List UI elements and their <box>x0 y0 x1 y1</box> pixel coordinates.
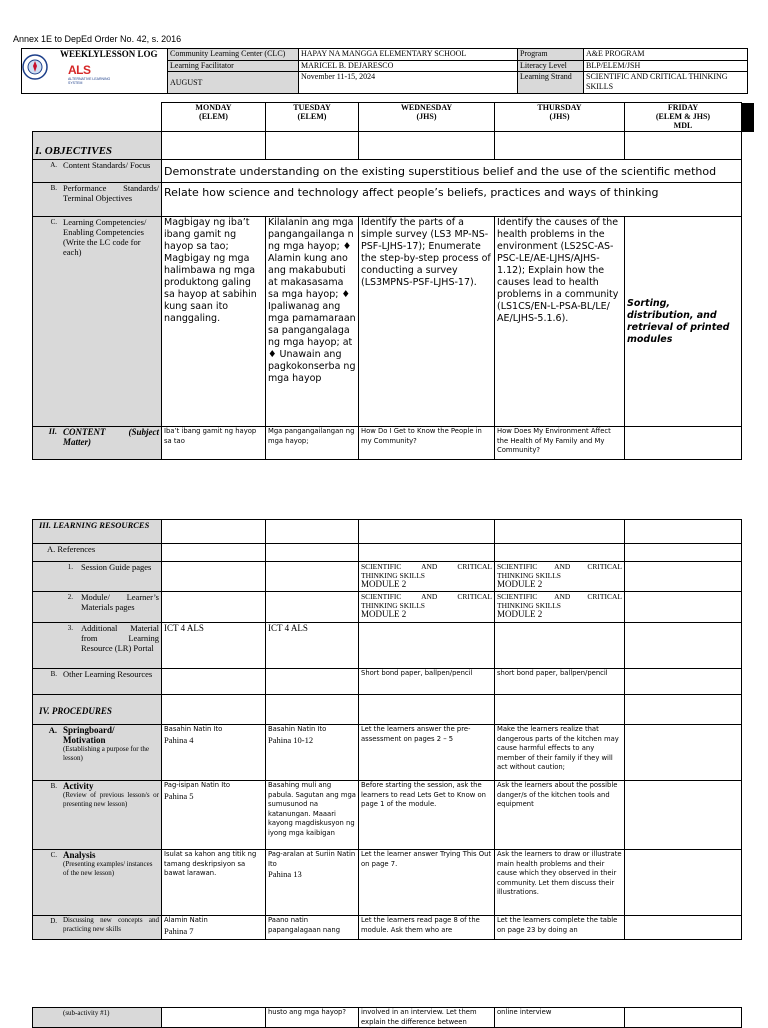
springboard-monday: Basahin Natin Ito Pahina 4 <box>162 725 266 781</box>
content-tuesday: Mga pangangailangan ng mga hayop; <box>266 427 359 460</box>
day-monday: MONDAY (ELEM) <box>162 103 266 132</box>
deped-seal-icon <box>22 54 48 80</box>
springboard-label: Springboard/ Motivation <box>63 725 115 745</box>
sub-activity-label: (sub-activity #1) <box>33 1008 162 1028</box>
content-standards-label: Content Standards/ Focus <box>63 160 151 170</box>
sub-activity-wednesday: involved in an interview. Let them explain the difference between <box>359 1008 495 1028</box>
analysis-label: Analysis <box>63 850 96 860</box>
module-pages-wednesday: SCIENTIFIC AND CRITICAL THINKING SKILLS MODULE 2 <box>359 592 495 623</box>
procedures-heading: IV. PROCEDURES <box>39 705 112 716</box>
activity-tuesday: Basahing muli ang pabula. Sagutan ang mga sumusunod na katanungan. Maaari kayong magdiskusyon ng iyong mga kaibigan <box>266 781 359 850</box>
facilitator-label: Learning Facilitator <box>168 60 299 72</box>
objectives-heading: I. OBJECTIVES <box>35 145 113 157</box>
competencies-label: Learning Competencies/ Enabling Competencies (Write the LC code for each) <box>63 217 147 257</box>
log-title: WEEKLYLESSON LOG <box>60 49 158 59</box>
performance-standards-label: Performance Standards/ Terminal Objectives <box>63 183 159 203</box>
lesson-log-table-page3 <box>32 1007 768 1028</box>
activity-wednesday: Before starting the session, ask the learners to read Lets Get to Know on page 1 of the module. <box>359 781 495 850</box>
references-label: A. References <box>33 544 162 562</box>
annex-reference: Annex 1E to DepEd Order No. 42, s. 2016 <box>13 34 182 44</box>
competency-wednesday: Identify the parts of a simple survey (LS3 MP-NS-PSF-LJHS-17); Enumerate the step-by-step process of conducting a survey (LS3MPNS-PSF-LJHS-17). <box>359 217 495 427</box>
other-resources-label: Other Learning Resources <box>63 669 153 679</box>
lr-portal-tuesday: ICT 4 ALS <box>266 623 359 669</box>
discussing-label: Discussing new concepts and practicing new skills <box>63 916 159 933</box>
sub-activity-thursday: online interview <box>495 1008 625 1028</box>
day-tuesday: TUESDAY (ELEM) <box>266 103 359 132</box>
day-thursday: THURSDAY (JHS) <box>495 103 625 132</box>
black-marker <box>742 103 754 132</box>
header-table <box>21 48 748 94</box>
discussing-wednesday: Let the learners read page 8 of the module. Ask them who are <box>359 916 495 940</box>
activity-thursday: Ask the learners about the possible danger/s of the kitchen tools and equipment <box>495 781 625 850</box>
content-thursday: How Does My Environment Affect the Health of My Family and My Community? <box>495 427 625 460</box>
literacy-level-label: Literacy Level <box>518 60 584 72</box>
springboard-wednesday: Let the learners answer the pre-assessment on pages 2 – 5 <box>359 725 495 781</box>
resources-heading: III. LEARNING RESOURCES <box>39 520 150 530</box>
facilitator-value: MARICEL B. DEJARESCO <box>299 60 518 72</box>
analysis-monday: Isulat sa kahon ang titik ng tamang deskripsiyon sa bawat larawan. <box>162 850 266 916</box>
competency-thursday: Identify the causes of the health problems in the environment (LS2SC-AS-PSC-LE/AE-LJHS/AJHS-1.12); Explain how the causes lead to health problems in a community (LS1CS/EN-L-PSA-BL/LE/ AE/LJHS-5.1.6). <box>495 217 625 427</box>
competency-tuesday: Kilalanin ang mga pangangailanga n ng mga hayop; ♦ Alamin kung ano ang makabubuti at makasasama sa mga hayop; ♦ Ipaliwanag ang mga pamamaraan sa pangangalaga ng mga hayop; at ♦ Unawain ang pagkokonserba ng mga hayop <box>266 217 359 427</box>
activity-monday: Pag-isipan Natin Ito Pahina 5 <box>162 781 266 850</box>
learning-strand-value: SCIENTIFIC AND CRITICAL THINKING SKILLS <box>584 72 748 94</box>
content-monday: Iba’t ibang gamit ng hayop sa tao <box>162 427 266 460</box>
program-value: A&E PROGRAM <box>584 49 748 61</box>
analysis-tuesday: Pag-aralan at Suriin Natin Ito Pahina 13 <box>266 850 359 916</box>
module-pages-thursday: SCIENTIFIC AND CRITICAL THINKING SKILLS MODULE 2 <box>495 592 625 623</box>
activity-label: Activity <box>63 781 94 791</box>
date-value: November 11-15, 2024 <box>299 72 518 94</box>
analysis-thursday: Ask the learners to draw or illustrate main health problems and their cause which they observed in their community. Let them discuss their illustrations. <box>495 850 625 916</box>
discussing-tuesday: Paano natin papangalagaan nang <box>266 916 359 940</box>
program-label: Program <box>518 49 584 61</box>
discussing-monday: Alamin Natin Pahina 7 <box>162 916 266 940</box>
content-wednesday: How Do I Get to Know the People in my Community? <box>359 427 495 460</box>
session-guide-thursday: SCIENTIFIC AND CRITICAL THINKING SKILLS MODULE 2 <box>495 562 625 592</box>
content-standards-text: Demonstrate understanding on the existing superstitious belief and the use of the scientific method <box>162 160 742 183</box>
module-pages-label: Module/ Learner’s Materials pages <box>81 592 159 612</box>
performance-standards-text: Relate how science and technology affect people’s beliefs, practices and ways of thinking <box>162 183 742 217</box>
session-guide-label: Session Guide pages <box>81 562 152 572</box>
learning-strand-label: Learning Strand <box>518 72 584 94</box>
als-logo: ALS ALTERNATIVE LEARNING SYSTEM <box>68 65 118 85</box>
day-friday: FRIDAY (ELEM & JHS) MDL <box>625 103 742 132</box>
month-label: AUGUST <box>168 72 299 94</box>
analysis-wednesday: Let the learner answer Trying This Out on page 7. <box>359 850 495 916</box>
discussing-thursday: Let the learners complete the table on page 23 by doing an <box>495 916 625 940</box>
competency-monday: Magbigay ng iba’t ibang gamit ng hayop sa tao; Magbigay ng mga halimbawa ng mga produktong galing sa hayop at sabihin kung saan ito nanggaling. <box>162 217 266 427</box>
day-wednesday: WEDNESDAY (JHS) <box>359 103 495 132</box>
literacy-level-value: BLP/ELEM/JSH <box>584 60 748 72</box>
logo-cell <box>22 49 168 94</box>
springboard-thursday: Make the learners realize that dangerous parts of the kitchen may cause harmful effects to any member of their family if they will act without caution; <box>495 725 625 781</box>
lesson-log-table-continued: III. LEARNING RESOURCES A. References 1. Session Guide pages SCIENTIFIC AND CRITICAL THINKING SKILLS MODULE 2 SCIENTIFIC AND CRITICAL THINKING SKILLS MODULE 2 2. Module/ Learner’s Materials pages SCIENTIFIC AND CRITICAL THINKING SKILLS MODULE 2 SCIENTIFIC AND CRITICAL THINKING SKILLS MODULE 2 3. Additional Material from Learning Resource (LR) Portal ICT 4 ALS ICT 4 ALS B. Other Learning Resources Short bond paper, ballpen/pencil short bond paper, ballpen/pencil IV. PROCEDURES A. Springboard/ Motivation (Establishing a purpose for the lesson) Basahin Natin Ito Pahina 4 Basahin Natin Ito Pahina 10-12 Let the learners answer the pre-assessment on pages 2 – 5 Make the learners realize that dangerous parts of the kitchen may cause harmful effects to any member of their family if they will act without caution; B. Activity (Review of previous lesson/s or presenting new lesson) Pag-isipan Natin Ito Pahina 5 Basahing muli ang pabula. Sagutan ang mga sumusunod na katanungan. Maaari kayong magdiskusyon ng iyong mga kaibigan Before starting the session, ask the learners to read Lets Get to Know on page 1 of the module. Ask the learners about the possible danger/s of the kitchen tools and equipment C. Analysis (Presenting examples/ instances of the new lesson) Isulat sa kahon ang titik ng tamang deskripsiyon sa bawat larawan. Pag-aralan at Suriin Natin Ito Pahina 13 Let the learner answer Trying This Out on page 7. Ask the learners to draw or illustrate main health problems and their cause which they observed in their community. Let them discuss their illustrations. D. Discussing new concepts and practicing new skills Alamin Natin Pahina 7 Paano natin papangalagaan nang Let the learners read page 8 of the module. Ask them who are Let the learners complete the table on page 23 by doing an <box>32 519 768 940</box>
clc-label: Community Learning Center (CLC) <box>168 49 299 61</box>
other-resources-thursday: short bond paper, ballpen/pencil <box>495 669 625 695</box>
springboard-tuesday: Basahin Natin Ito Pahina 10-12 <box>266 725 359 781</box>
lr-portal-monday: ICT 4 ALS <box>162 623 266 669</box>
content-heading: CONTENT (Subject Matter) <box>63 427 159 447</box>
sub-activity-tuesday: husto ang mga hayop? <box>266 1008 359 1028</box>
clc-value: HAPAY NA MANGGA ELEMENTARY SCHOOL <box>299 49 518 61</box>
lesson-log-table: MONDAY (ELEM) TUESDAY (ELEM) WEDNESDAY (JHS) THURSDAY (JHS) FRIDAY (ELEM & JHS) MDL I. OBJECTIVES A. Content Standards/ Focus Demonstrate understanding on the existing superstitious belief and the use of the scientific method B. Performance Standards/ Terminal Objectives Relate how science and technology affect people’s beliefs, practices and ways of thinking C. Learning Competencies/ Enabling Competencies (Write the LC code for each) Magbigay ng iba’t ibang gamit ng hayop sa tao; Magbigay ng mga halimbawa ng mga produktong galing sa hayop at sabihin kung saan ito nanggaling. Kilalanin ang mga pangangailanga n ng mga hayop; ♦ Alamin kung ano ang makabubuti at makasasama sa mga hayop; ♦ Ipaliwanag ang mga pamamaraan sa pangangalaga ng mga hayop; at ♦ Unawain ang pagkokonserba ng mga hayop Identify the parts of a simple survey (LS3 MP-NS-PSF-LJHS-17); Enumerate the step-by-step process of conducting a survey (LS3MPNS-PSF-LJHS-17). Identify the causes of the health problems in the environment (LS2SC-AS-PSC-LE/AE-LJHS/AJHS-1.12); Explain how the causes lead to health problems in a community (LS1CS/EN-L-PSA-BL/LE/ AE/LJHS-5.1.6). Sorting, distribution, and retrieval of printed modules II. CONTENT (Subject Matter) Iba’t ibang gamit ng hayop sa tao Mga pangangailangan ng mga hayop; How Do I Get to Know the People in my Community? How Does My Environment Affect the Health of My Family and My Community? <box>32 102 768 460</box>
competency-friday: Sorting, distribution, and retrieval of printed modules <box>625 217 742 427</box>
other-resources-wednesday: Short bond paper, ballpen/pencil <box>359 669 495 695</box>
session-guide-wednesday: SCIENTIFIC AND CRITICAL THINKING SKILLS MODULE 2 <box>359 562 495 592</box>
lr-portal-label: Additional Material from Learning Resource (LR) Portal <box>81 623 159 653</box>
